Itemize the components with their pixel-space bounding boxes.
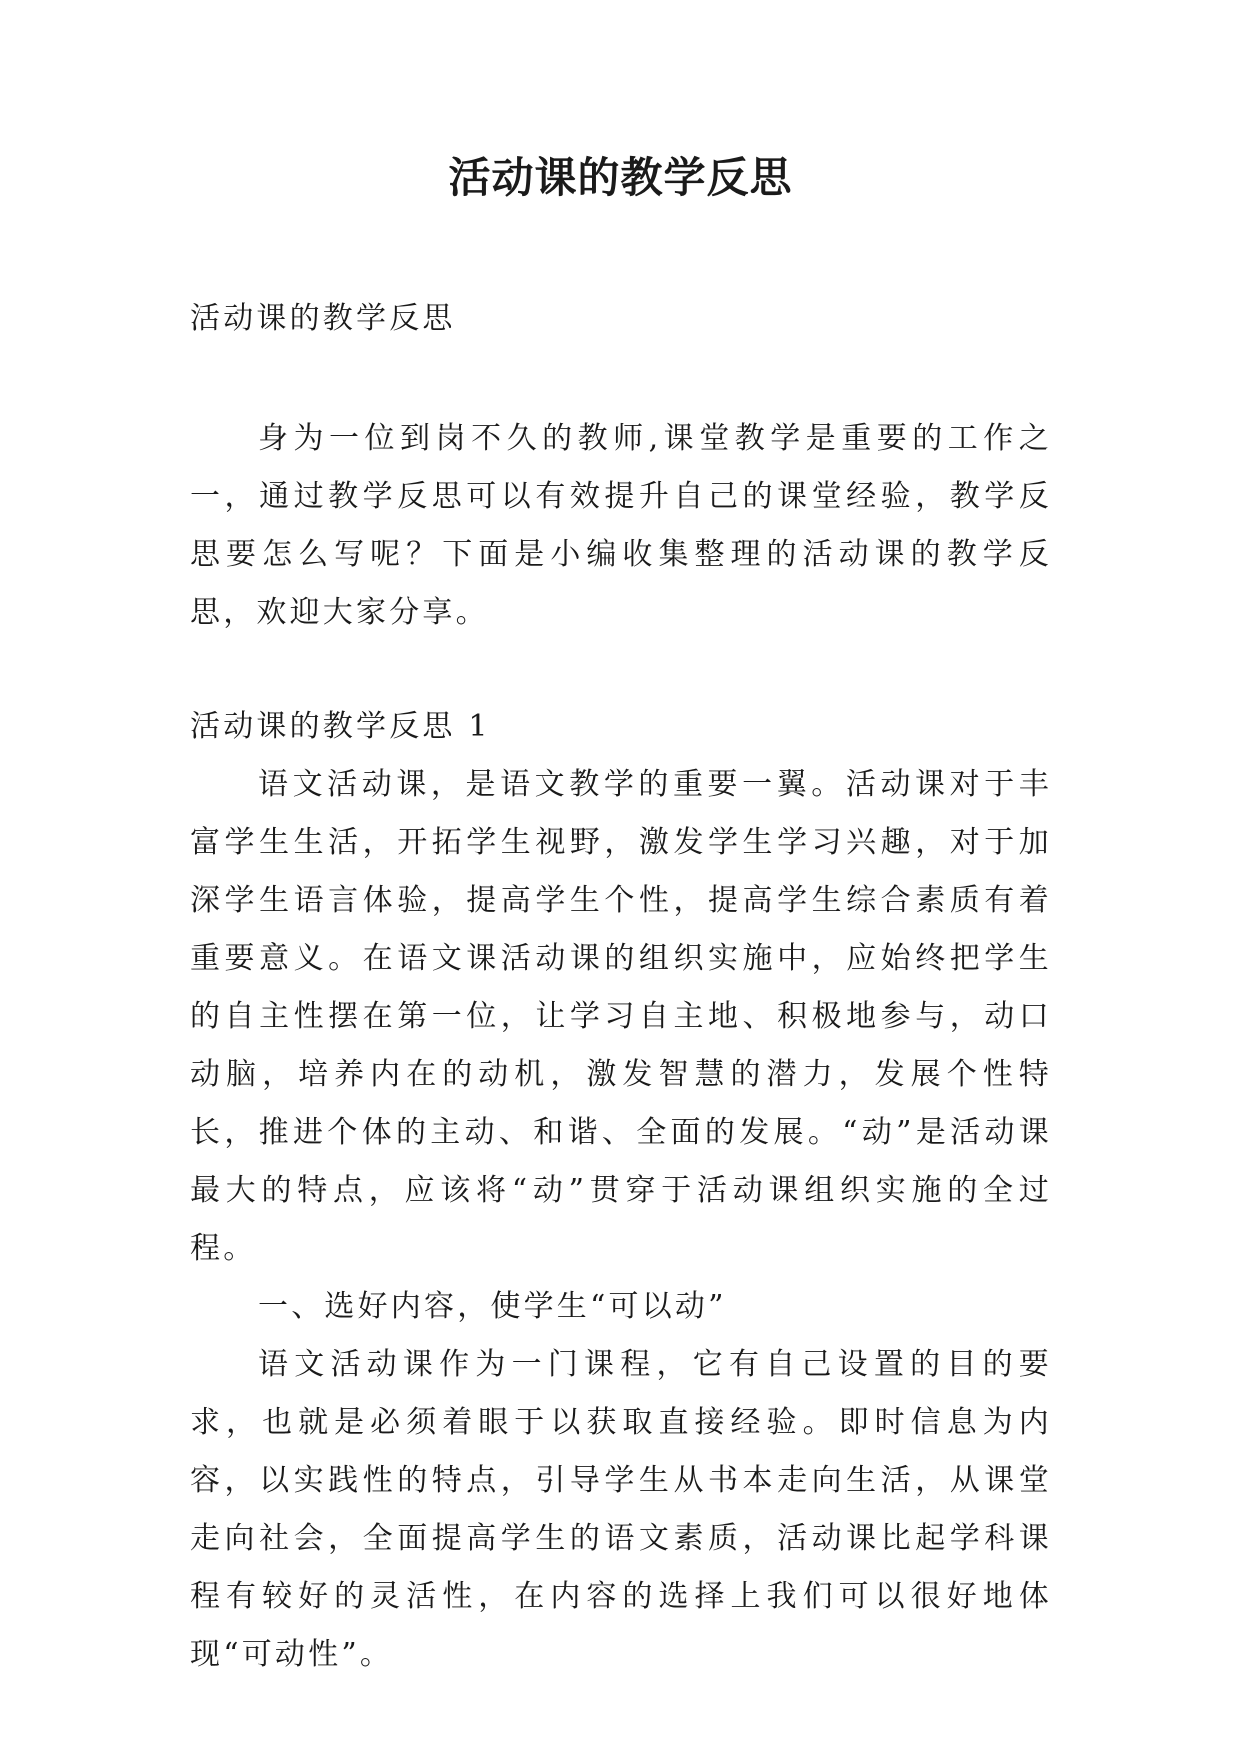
intro-paragraph: 身为一位到岗不久的教师,课堂教学是重要的工作之一，通过教学反思可以有效提升自己的课堂经验，教学反思要怎么写呢？下面是小编收集整理的活动课的教学反思，欢迎大家分享。 <box>190 421 1052 630</box>
body-paragraph: 语文活动课作为一门课程，它有自己设置的目的要求，也就是必须着眼于以获取直接经验。即时信息为内容，以实践性的特点，引导学生从书本走向生活，从课堂走向社会，全面提高学生的语文素质，活动课比起学科课程有较好的灵活性，在内容的选择上我们可以很好地体现“可动性”。 <box>190 1347 1052 1672</box>
document-title: 活动课的教学反思 <box>448 153 793 202</box>
section-heading: 活动课的教学反思 1 <box>190 709 491 744</box>
section-subheading: 一、选好内容，使学生“可以动” <box>258 1289 727 1324</box>
document-subtitle: 活动课的教学反思 <box>190 301 456 336</box>
document-body <box>190 290 1052 1684</box>
body-paragraph: 语文活动课，是语文教学的重要一翼。活动课对于丰富学生生活，开拓学生视野，激发学生学习兴趣，对于加深学生语言体验，提高学生个性，提高学生综合素质有着重要意义。在语文课活动课的组织实施中，应始终把学生的自主性摆在第一位，让学习自主地、积极地参与，动口动脑，培养内在的动机，激发智慧的潜力，发展个性特长，推进个体的主动、和谐、全面的发展。“动”是活动课最大的特点，应该将“动”贯穿于活动课组织实施的全过程。 <box>190 767 1052 1266</box>
